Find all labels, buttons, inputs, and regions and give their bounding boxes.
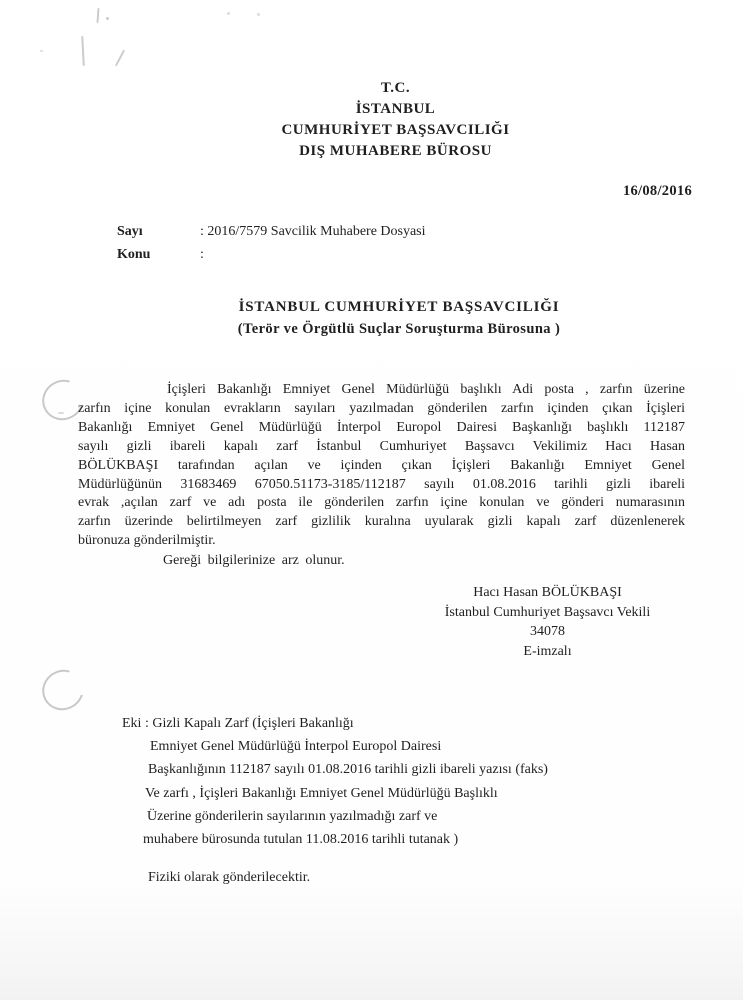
konu-row	[117, 243, 426, 266]
signature-registry-number: 34078	[530, 624, 565, 639]
letterhead	[48, 78, 743, 162]
body-line: zarfın içine konulan evrakların sayıları yazılmadan gönderilen zarfın içinden çıkan İçişleri	[78, 400, 685, 416]
sayi-label: Sayı	[117, 224, 143, 239]
konu-label: Konu	[117, 247, 151, 262]
attachments-block	[122, 712, 548, 851]
recipient-heading	[55, 297, 743, 340]
reference-block	[117, 220, 426, 266]
physical-delivery-note: Fiziki olarak gönderilecektir.	[148, 870, 311, 885]
document-date: 16/08/2016	[622, 183, 692, 199]
body-line: Bakanlığı Emniyet Genel Müdürlüğü İnterpol Europol Dairesi Başkanlığı başlıklı 112187	[78, 419, 685, 435]
scan-artifact	[227, 12, 230, 15]
letterhead-line-city: İSTANBUL	[355, 101, 436, 117]
scan-artifact	[257, 13, 260, 16]
closing-line: Gereği bilgilerinize arz olunur.	[163, 553, 345, 568]
body-line: evrak ,açılan zarf ve adı posta ile gönderilen zarfın içine konulan ve gönderi numarasının	[78, 495, 685, 511]
body-line: BÖLÜKBAŞI tarafından açılan ve içinden çıkan İçişleri Bakanlığı Emniyet Genel	[78, 457, 685, 473]
letterhead-line-tc: T.C.	[380, 80, 411, 96]
sayi-value: : 2016/7579 Savcilik Muhabere Dosyasi	[200, 224, 426, 239]
body-line: sayılı gizli ibareli kapalı zarf İstanbul Cumhuriyet Başsavcı Vekilimiz Hacı Hasan	[78, 438, 685, 454]
recipient-subtitle: (Terör ve Örgütlü Suçlar Soruşturma Bürosuna )	[237, 321, 561, 337]
body-line: büronuza gönderilmiştir.	[78, 533, 216, 549]
scan-artifact	[40, 50, 43, 52]
signature-name: Hacı Hasan BÖLÜKBAŞI	[473, 585, 622, 600]
letterhead-line-office: CUMHURİYET BAŞSAVCILIĞI	[281, 122, 510, 138]
scan-artifact	[81, 36, 85, 66]
signature-esign-note: E-imzalı	[523, 643, 572, 659]
signature-block	[435, 583, 660, 661]
attachment-line: Eki : Gizli Kapalı Zarf (İçişleri Bakanlığı	[122, 716, 354, 731]
attachment-line: Emniyet Genel Müdürlüğü İnterpol Europol Dairesi	[150, 739, 442, 755]
body-paragraph	[78, 381, 685, 551]
attachment-line: Ve zarfı , İçişleri Bakanlığı Emniyet Genel Müdürlüğü Başlıklı	[145, 785, 498, 801]
sayi-row	[117, 220, 426, 243]
attachment-line: Üzerine gönderilerin sayılarının yazılmadığı zarf ve	[147, 808, 438, 824]
recipient-title: İSTANBUL CUMHURİYET BAŞSAVCILIĞI	[238, 299, 560, 315]
signature-title: İstanbul Cumhuriyet Başsavcı Vekili	[444, 604, 651, 620]
body-line: İçişleri Bakanlığı Emniyet Genel Müdürlüğü başlıklı Adi posta , zarfın üzerine	[167, 382, 685, 397]
body-line: Müdürlüğünün 31683469 67050.51173-3185/112187 sayılı 01.08.2016 tarihli gizli ibareli	[78, 476, 685, 492]
body-line: zarfın üzerinde belirtilmeyen zarf gizlilik kuralına uyularak gizli kapalı zarf düzenlenerek	[78, 514, 685, 530]
attachment-line: Başkanlığının 112187 sayılı 01.08.2016 tarihli gizli ibareli yazısı (faks)	[148, 762, 548, 778]
scan-artifact	[106, 17, 109, 20]
punch-hole-mark-bottom	[35, 662, 91, 717]
konu-value: :	[200, 247, 204, 262]
scan-artifact	[115, 50, 125, 67]
scan-artifact	[96, 8, 99, 23]
attachment-line: muhabere bürosunda tutulan 11.08.2016 tarihli tutanak )	[143, 832, 459, 848]
letterhead-line-bureau: DIŞ MUHABERE BÜROSU	[299, 143, 492, 159]
